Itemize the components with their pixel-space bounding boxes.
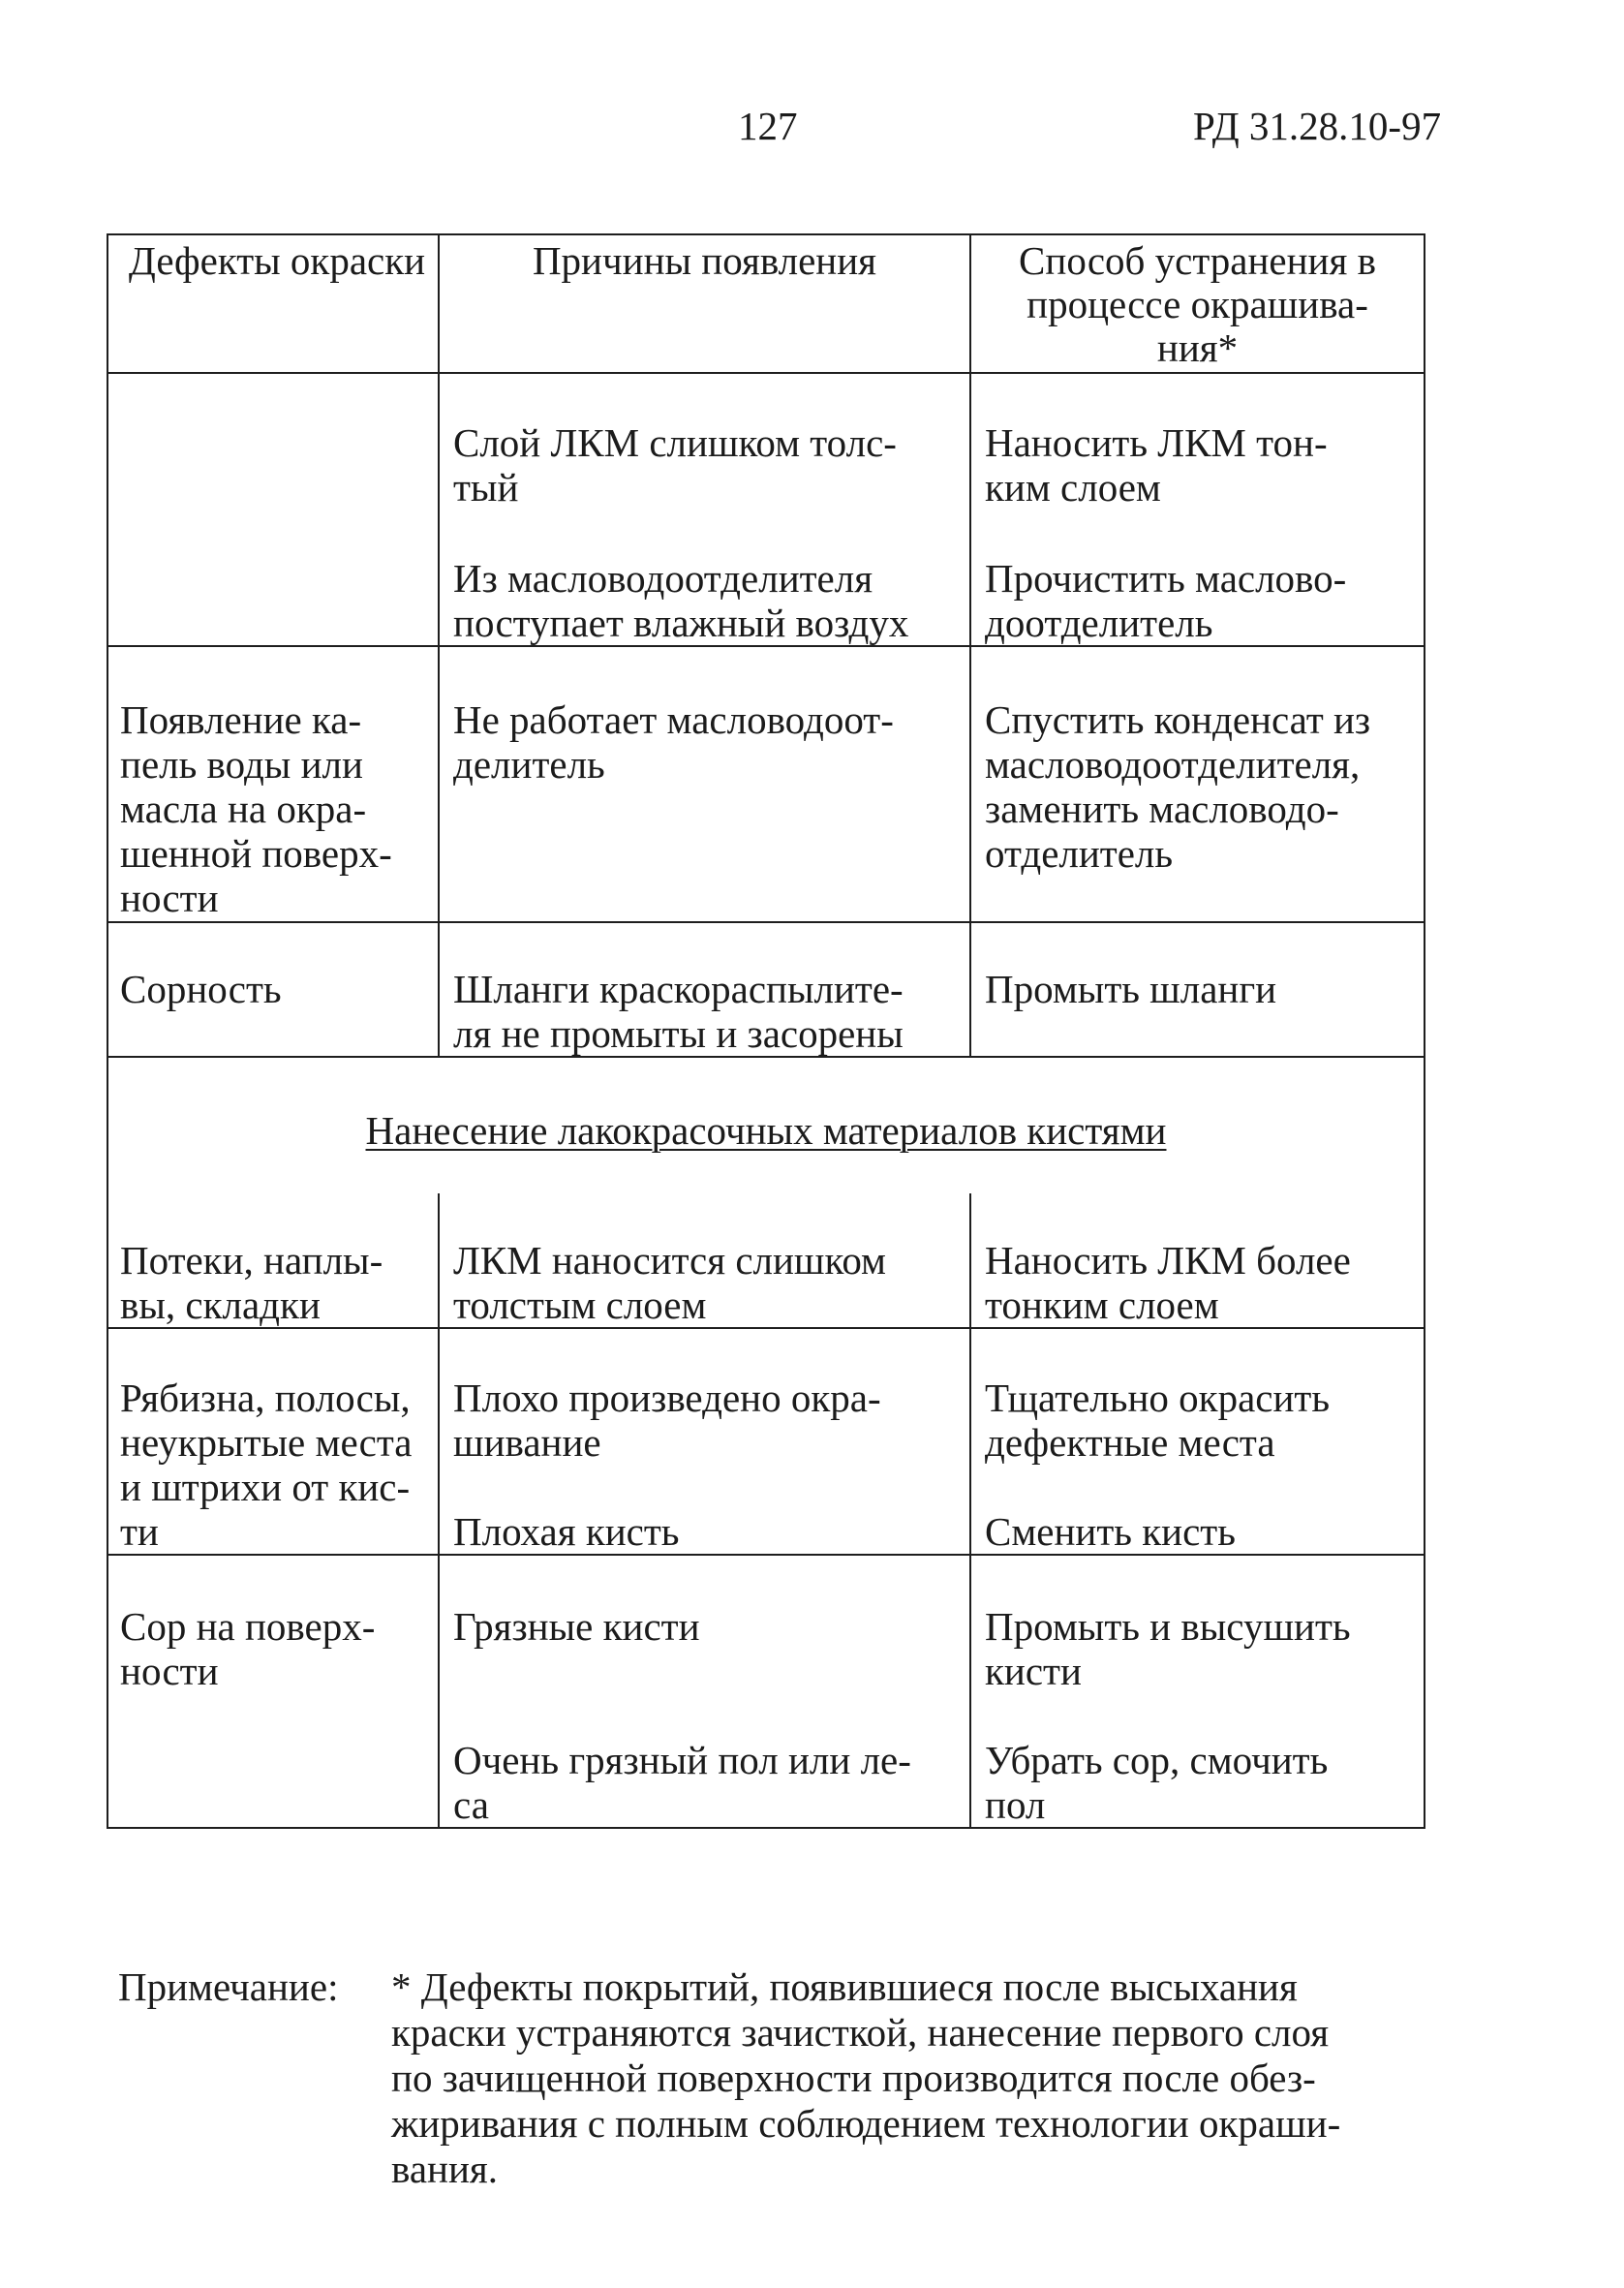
- section-heading-row: [108, 1058, 1424, 1193]
- remedy-text: Промыть и высушить кисти: [985, 1604, 1351, 1693]
- defect-text: Сорность: [120, 967, 282, 1011]
- remedy-text: Наносить ЛКМ тон- ким слоем: [985, 420, 1328, 510]
- defect-cell: [108, 1329, 440, 1556]
- cause-cell: [440, 1193, 971, 1329]
- remedy-text: Наносить ЛКМ более тонким слоем: [985, 1238, 1351, 1327]
- remedy-text: Сменить кисть: [985, 1509, 1236, 1554]
- remedy-cell: [971, 1556, 1424, 1827]
- remedy-cell: [971, 647, 1424, 923]
- remedy-cell: [971, 1193, 1424, 1329]
- cause-cell: [440, 1329, 971, 1556]
- defect-cell: [108, 647, 440, 923]
- defect-text: Появление ка- пель воды или масла на окра- шенной поверх- ности: [120, 697, 392, 920]
- section-title: Нанесение лакокрасочных материалов кистями: [365, 1108, 1167, 1153]
- remedy-text: Прочистить маслово- доотделитель: [985, 556, 1347, 645]
- remedy-text: Спустить конденсат из масловодоотделителя, заменить масловодо- отделитель: [985, 697, 1371, 876]
- defect-text: Сор на поверх- ности: [120, 1604, 376, 1693]
- page-number: 127: [738, 104, 798, 148]
- remedy-cell: [971, 374, 1424, 647]
- cause-cell: [440, 1556, 971, 1827]
- column-header-causes: Причины появления: [440, 235, 971, 374]
- cause-text: Из масловодоотделителя поступает влажный воздух: [453, 556, 909, 645]
- remedy-text: Тщательно окрасить дефектные места: [985, 1376, 1331, 1465]
- column-header-defects: Дефекты окраски: [108, 235, 440, 374]
- cause-text: ЛКМ наносится слишком толстым слоем: [453, 1238, 886, 1327]
- cause-text: Слой ЛКМ слишком толс- тый: [453, 420, 897, 510]
- note-label: Примечание:: [118, 1964, 339, 2009]
- cause-text: Плохо произведено окра- шивание: [453, 1376, 881, 1465]
- cause-cell: [440, 647, 971, 923]
- cause-cell: [440, 374, 971, 647]
- defect-text: Рябизна, полосы, неукрытые места и штрихи от кис- ти: [120, 1376, 413, 1554]
- cause-text: Шланги краскораспылите- ля не промыты и засорены: [453, 967, 904, 1056]
- defect-text: Потеки, наплы- вы, складки: [120, 1238, 383, 1327]
- column-header-remedies: Способ устранения в процессе окрашива- ния*: [971, 235, 1424, 374]
- defects-table: [107, 233, 1425, 1829]
- remedy-cell: [971, 1329, 1424, 1556]
- defect-cell: [108, 1193, 440, 1329]
- note-text: * Дефекты покрытий, появившиеся после высыхания краски устраняются зачисткой, нанесение первого слоя по зачищенной поверхности производится после обез- жиривания с полным соблюдением технологии окраши- вания.: [391, 1964, 1341, 2191]
- document-code: РД 31.28.10-97: [1193, 104, 1442, 148]
- cause-text: Очень грязный пол или ле- са: [453, 1738, 911, 1827]
- cause-text: Грязные кисти: [453, 1604, 700, 1649]
- remedy-cell: [971, 923, 1424, 1058]
- cause-cell: [440, 923, 971, 1058]
- defect-cell: [108, 374, 440, 647]
- cause-text: Плохая кисть: [453, 1509, 680, 1554]
- cause-text: Не работает масловодоот- делитель: [453, 697, 894, 787]
- defect-cell: [108, 1556, 440, 1827]
- defect-cell: [108, 923, 440, 1058]
- remedy-text: Убрать сор, смочить пол: [985, 1738, 1329, 1827]
- remedy-text: Промыть шланги: [985, 967, 1277, 1011]
